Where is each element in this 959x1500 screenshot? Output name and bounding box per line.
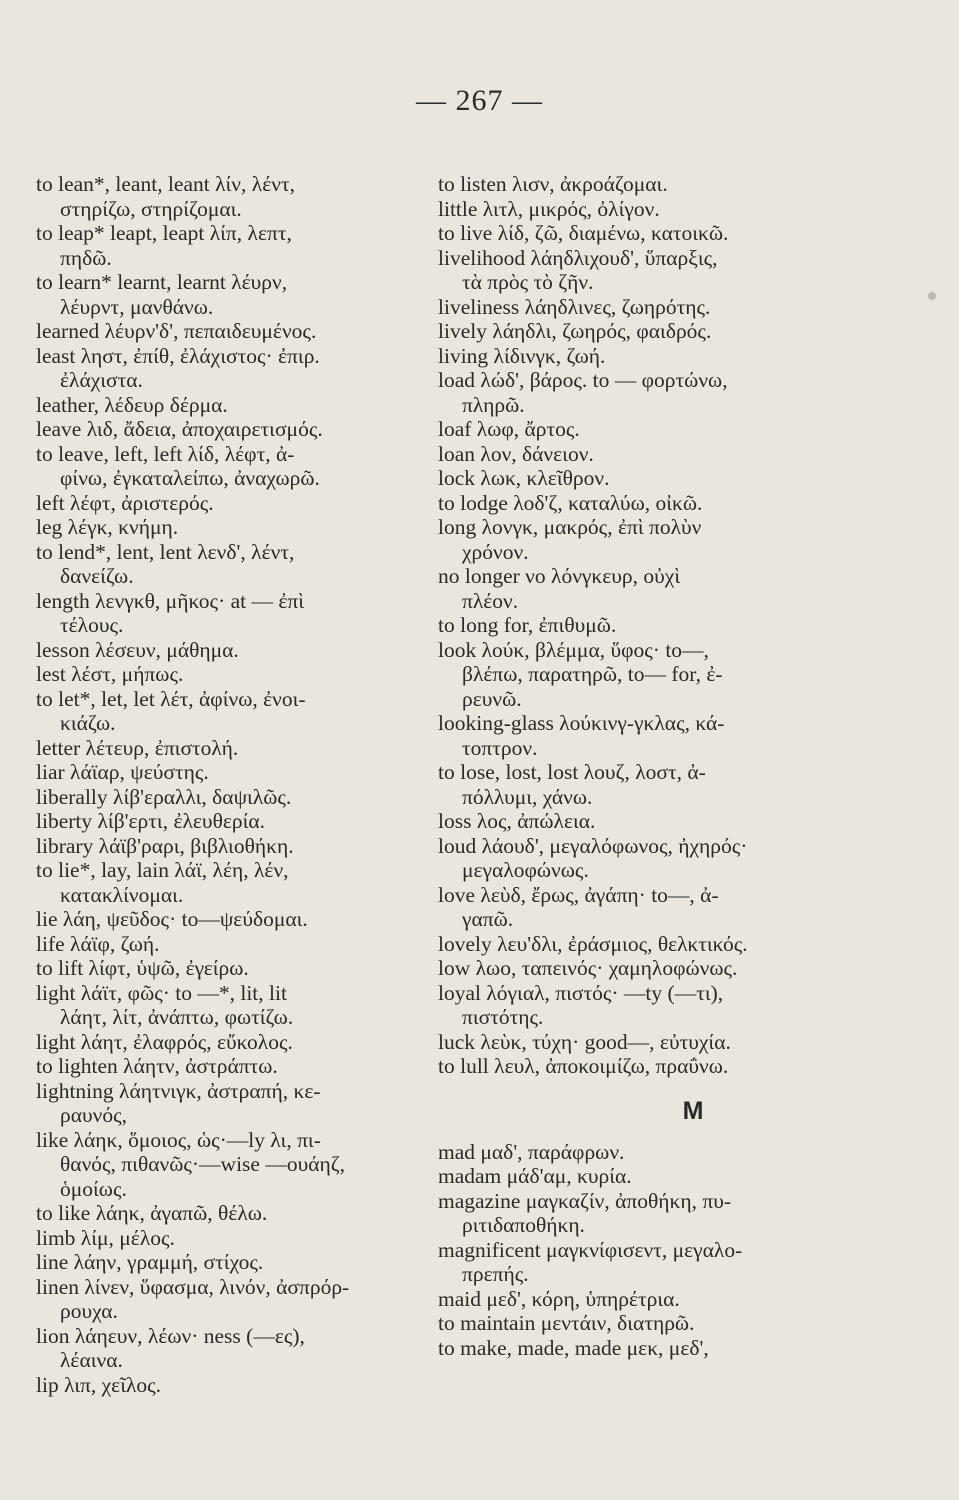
entry-headline: to lodge λοδ'ζ, καταλύω, οἰκῶ. [438,490,703,515]
dictionary-entry [36,932,418,957]
entry-continuation: βλέπω, παρατηρῶ, to— for, ἐ- [462,662,723,686]
dictionary-entry [36,1373,418,1398]
entry-continuation: πληρῶ. [462,392,525,417]
dictionary-entry [36,417,418,442]
entry-continuation: θανός, πιθανῶς·—wise —ουάηζ, [60,1152,346,1176]
dictionary-entry [438,638,828,712]
entry-headline: to like λάηκ, ἀγαπῶ, θέλω. [36,1201,268,1225]
dictionary-entry [438,417,828,442]
entry-continuation: τέλους. [60,613,124,637]
entry-headline: left λέφτ, ἀριστερός. [36,490,214,515]
entry-continuation: κατακλίνομαι. [60,882,184,907]
entry-headline: lovely λευ'δλι, ἐράσμιος, θελκτικός. [438,931,748,956]
dictionary-entry [36,785,418,810]
dictionary-entry [438,1164,828,1189]
dictionary-entry [438,319,828,344]
dictionary-entry [36,687,418,736]
entry-headline: to lighten λάητν, ἀστράπτω. [36,1054,278,1078]
right-column-l-entries [438,172,828,1079]
dictionary-entry [36,1275,418,1324]
page-number: — 267 — [416,84,543,117]
entry-continuation: πηδῶ. [60,245,112,270]
entry-continuation: ραυνός, [60,1103,127,1127]
dictionary-entry [438,1287,828,1312]
entry-headline: lion λάηευν, λέων· ness (—ες), [36,1323,305,1348]
dictionary-entry [438,1311,828,1336]
entry-headline: magazine μαγκαζίν, ἀποθήκη, πυ- [438,1188,732,1213]
dictionary-entry [36,736,418,761]
entry-continuation: λέαινα. [60,1348,123,1372]
entry-continuation: ἐλάχιστα. [60,368,143,392]
dictionary-entry [438,221,828,246]
entry-headline: load λώδ', βάρος. to — φορτώνω, [438,368,728,392]
entry-headline: liberty λίβ'ερτι, ἐλευθερία. [36,809,266,833]
entry-headline: liar λάϊαρ, ψεύστης. [36,760,209,784]
dictionary-entry [438,1140,828,1165]
dictionary-entry [438,809,828,834]
entry-headline: luck λεὺκ, τύχη· good—, εὐτυχία. [438,1029,731,1054]
dictionary-entry [438,368,828,417]
entry-continuation: χρόνον. [462,539,529,564]
entry-headline: linen λίνεν, ὕφασμα, λινόν, ἀσπρόρ- [36,1274,350,1299]
entry-headline: lip λιπ, χεῖλος. [36,1372,162,1397]
entry-headline: liberally λίβ'εραλλι, δαψιλῶς. [36,784,292,809]
entry-headline: livelihood λάηδλιχουδ', ὕπαρξις, [438,245,718,270]
dictionary-entry [438,466,828,491]
dictionary-entry [438,1054,828,1079]
dictionary-entry [36,858,418,907]
entry-continuation: πόλλυμι, χάνω. [462,784,593,809]
dictionary-entry [36,956,418,981]
entry-headline: leave λιδ, ἄδεια, ἀποχαιρετισμός. [36,417,323,441]
entry-continuation: κιάζω. [60,711,116,735]
entry-headline: lesson λέσευν, μάθημα. [36,637,239,662]
entry-headline: learned λέυρν'δ', πεπαιδευμένος. [36,319,317,343]
ink-spot [928,292,936,300]
entry-headline: long λονγκ, μακρός, ἐπὶ πολὺν [438,515,702,539]
entry-headline: little λιτλ, μικρός, ὀλίγον. [438,196,660,221]
section-letter: M [682,1096,704,1125]
entry-headline: liveliness λάηδλινες, ζωηρότης. [438,294,711,319]
entry-headline: to live λίδ, ζῶ, διαμένω, κατοικῶ. [438,221,729,245]
entry-headline: to lift λίφτ, ὑψῶ, ἐγείρω. [36,956,249,980]
entry-headline: to lend*, lent, lent λενδ', λέντ, [36,539,295,564]
entry-continuation: φίνω, ἐγκαταλείπω, ἀναχωρῶ. [60,466,320,490]
entry-headline: limb λίμ, μέλος. [36,1225,175,1250]
dictionary-entry [36,907,418,932]
dictionary-entry [36,1128,418,1202]
entry-headline: life λάϊφ, ζωή. [36,931,160,956]
dictionary-entry [36,1079,418,1128]
entry-continuation: γαπῶ. [462,907,514,931]
entry-headline: no longer νο λόνγκευρ, οὐχὶ [438,564,681,588]
dictionary-entry [36,270,418,319]
entry-continuation: ριτιδαποθήκη. [462,1213,585,1237]
dictionary-entry [36,172,418,221]
entry-continuation: ρευνῶ. [462,686,522,711]
entry-headline: loud λάουδ', μεγαλόφωνος, ἠχηρός· [438,833,748,858]
dictionary-entry [36,638,418,663]
dictionary-entry [438,564,828,613]
entry-headline: letter λέτευρ, ἐπιστολή. [36,735,239,760]
entry-headline: least ληστ, ἐπίθ, ἐλάχιστος· ἐπιρ. [36,343,320,368]
entry-headline: magnificent μαγκνίφισεντ, μεγαλο- [438,1237,743,1262]
entry-headline: mad μαδ', παράφρων. [438,1139,625,1164]
dictionary-entry [36,662,418,687]
entry-headline: light λάητ, ἐλαφρός, εὔκολος. [36,1029,293,1054]
entry-headline: to leap* leapt, leapt λίπ, λεπτ, [36,221,292,245]
entry-headline: low λωο, ταπεινός· χαμηλοφώνως. [438,956,738,980]
entry-continuation: λέυρντ, μανθάνω. [60,294,214,319]
entry-continuation: πιστότης. [462,1005,544,1029]
dictionary-entry [438,760,828,809]
dictionary-entry [438,491,828,516]
entry-headline: to lie*, lay, lain λάϊ, λέη, λέν, [36,858,289,882]
dictionary-entry [438,246,828,295]
entry-headline: looking-glass λούκινγ-γκλας, κά- [438,711,725,735]
entry-continuation: μεγαλοφώνως. [462,858,589,882]
entry-headline: loss λος, ἀπώλεια. [438,809,596,833]
dictionary-entry [438,981,828,1030]
entry-headline: to listen λισν, ἀκροάζομαι. [438,172,668,196]
entry-continuation: λάητ, λίτ, ἀνάπτω, φωτίζω. [60,1005,294,1029]
left-column [36,172,418,1397]
entry-headline: living λίδινγκ, ζωή. [438,343,606,368]
dictionary-entry [36,1030,418,1055]
entry-headline: lightning λάητνιγκ, ἀστραπή, κε- [36,1078,321,1103]
entry-continuation: τοπτρον. [462,735,538,760]
dictionary-entry [36,1250,418,1275]
dictionary-entry [438,932,828,957]
dictionary-entry [36,344,418,393]
entry-headline: leather, λέδευρ δέρμα. [36,392,228,417]
entry-continuation: δανείζω. [60,564,134,588]
entry-headline: loan λον, δάνειον. [438,441,594,466]
entry-headline: loyal λόγιαλ, πιστός· —ty (—τι), [438,980,724,1005]
dictionary-entry [438,295,828,320]
dictionary-entry [36,589,418,638]
dictionary-entry [438,834,828,883]
dictionary-entry [36,760,418,785]
dictionary-entry [36,393,418,418]
entry-continuation: ρουχα. [60,1299,118,1323]
entry-headline: madam μάδ'αμ, κυρία. [438,1164,632,1188]
entry-headline: to learn* learnt, learnt λέυρν, [36,270,288,294]
entry-headline: look λούκ, βλέμμα, ὕφος· to—, [438,637,709,662]
entry-headline: library λάϊβ'ραρι, βιβλιοθήκη. [36,833,294,858]
dictionary-entry [438,1238,828,1287]
dictionary-entry [36,319,418,344]
dictionary-entry [438,1030,828,1055]
dictionary-entry [36,491,418,516]
entry-headline: line λάην, γραμμή, στίχος. [36,1250,264,1274]
entry-headline: lock λωκ, κλεῖθρον. [438,466,610,490]
entry-continuation: στηρίζω, στηρίζομαι. [60,196,242,221]
dictionary-entry [438,1189,828,1238]
dictionary-entry [438,956,828,981]
entry-headline: to make, made, made μεκ, μεδ', [438,1335,709,1360]
right-column-m-entries [438,1140,828,1361]
dictionary-entry [36,1226,418,1251]
dictionary-entry [36,221,418,270]
right-column [438,172,828,1360]
entry-continuation: πλέον. [462,588,519,613]
entry-headline: lie λάη, ψεῦδος· to—ψεύδομαι. [36,907,308,931]
dictionary-entry [438,711,828,760]
dictionary-entry [36,1201,418,1226]
entry-continuation: πρεπής. [462,1262,529,1286]
dictionary-entry [36,442,418,491]
dictionary-entry [438,172,828,197]
dictionary-entry [438,613,828,638]
entry-continuation: ὁμοίως. [60,1176,127,1201]
entry-headline: like λάηκ, ὅμοιος, ὡς·—ly λι, πι- [36,1127,321,1152]
entry-headline: length λενγκθ, μῆκος· at — ἐπὶ [36,588,305,613]
entry-headline: lively λάηδλι, ζωηρός, φαιδρός. [438,319,712,343]
dictionary-entry [438,883,828,932]
dictionary-entry [36,540,418,589]
dictionary-entry [36,834,418,859]
entry-headline: lest λέστ, μήπως. [36,662,184,686]
dictionary-entry [36,515,418,540]
dictionary-entry [438,344,828,369]
entry-headline: to maintain μεντάιν, διατηρῶ. [438,1311,695,1335]
entry-headline: to lean*, leant, leant λίν, λέντ, [36,172,295,196]
dictionary-entry [438,1336,828,1361]
dictionary-entry [36,1324,418,1373]
dictionary-entry [36,1054,418,1079]
entry-headline: to lose, lost, lost λουζ, λοστ, ἀ- [438,760,706,784]
dictionary-entry [36,981,418,1030]
entry-headline: light λάϊτ, φῶς· to —*, lit, lit [36,980,287,1005]
entry-headline: to long for, ἐπιθυμῶ. [438,613,617,637]
dictionary-entry [36,809,418,834]
entry-headline: to let*, let, let λέτ, ἀφίνω, ἐνοι- [36,686,306,711]
entry-headline: to leave, left, left λίδ, λέφτ, ἀ- [36,441,295,466]
entry-continuation: τὰ πρὸς τὸ ζῆν. [462,270,594,294]
dictionary-entry [438,442,828,467]
entry-headline: loaf λωφ, ἄρτος. [438,417,580,441]
dictionary-entry [438,515,828,564]
entry-headline: to lull λευλ, ἀποκοιμίζω, πραΰνω. [438,1054,729,1078]
entry-headline: maid μεδ', κόρη, ὑπηρέτρια. [438,1286,680,1311]
entry-headline: love λεὺδ, ἔρως, ἀγάπη· to—, ἀ- [438,882,719,907]
entry-headline: leg λέγκ, κνήμη. [36,515,179,539]
dictionary-entry [438,197,828,222]
